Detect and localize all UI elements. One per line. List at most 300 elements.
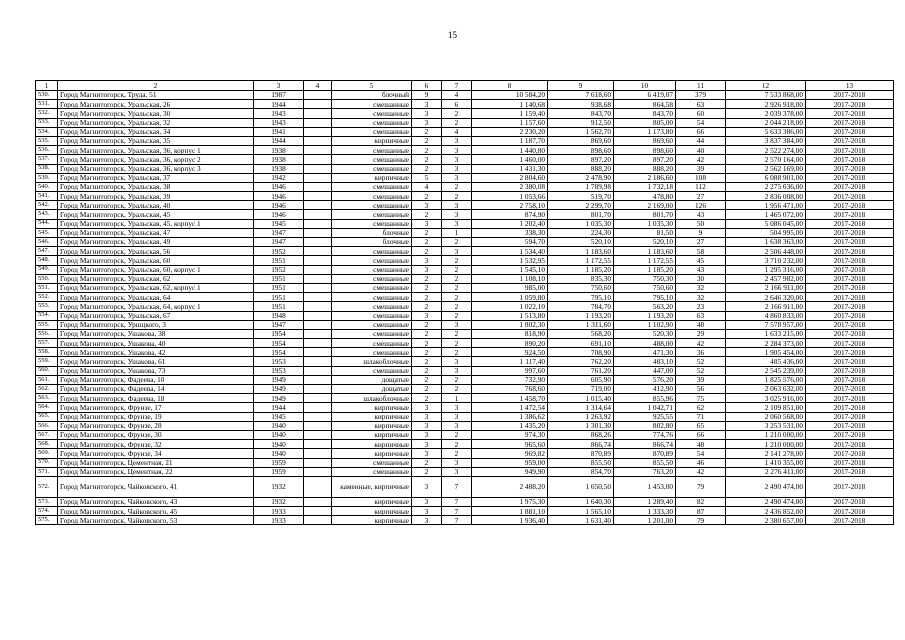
cell-year-commission	[304, 421, 332, 430]
cell-year-commission	[304, 238, 332, 247]
cell-year-built: 1944	[254, 403, 304, 412]
cell-year-built: 1951	[254, 283, 304, 292]
cell-row-number: 558.	[36, 348, 58, 357]
cell-premises-area: 1 311,60	[548, 320, 614, 329]
cell-year-built: 1940	[254, 440, 304, 449]
cell-wall-material: смешанные	[332, 146, 412, 155]
cell-year-built: 1954	[254, 348, 304, 357]
cell-year-commission	[304, 155, 332, 164]
cell-entrances: 3	[442, 357, 472, 366]
cell-residents: 82	[676, 497, 726, 506]
cell-address: Город Магнитогорск, Уральская, 34	[58, 127, 254, 136]
cell-residents: 56	[676, 385, 726, 394]
cell-repair-cost: 2 436 852,00	[726, 507, 806, 516]
cell-repair-cost: 4 860 833,00	[726, 311, 806, 320]
cell-residential-area: 843,70	[614, 109, 676, 118]
cell-premises-area: 835,30	[548, 274, 614, 283]
cell-row-number: 531.	[36, 100, 58, 109]
cell-residential-area: 864,58	[614, 100, 676, 109]
cell-repair-period: 2017-2018	[806, 412, 894, 421]
cell-year-built: 1948	[254, 311, 304, 320]
cell-repair-cost: 2 039 378,00	[726, 109, 806, 118]
table-row	[36, 507, 894, 516]
cell-year-commission	[304, 201, 332, 210]
table-row	[36, 366, 894, 375]
cell-address: Город Магнитогорск, Уральская, 56	[58, 247, 254, 256]
cell-year-built: 1945	[254, 219, 304, 228]
cell-wall-material: смешанные	[332, 100, 412, 109]
cell-year-commission	[304, 173, 332, 182]
cell-residents: 54	[676, 118, 726, 127]
cell-address: Город Магнитогорск, Уральская, 35	[58, 136, 254, 145]
table-row	[36, 476, 894, 497]
cell-residential-area: 925,55	[614, 412, 676, 421]
cell-year-commission	[304, 256, 332, 265]
cell-floors: 3	[412, 476, 442, 497]
cell-repair-period: 2017-2018	[806, 238, 894, 247]
cell-wall-material: блочный	[332, 91, 412, 100]
cell-floors: 2	[412, 329, 442, 338]
cell-residential-area: 898,60	[614, 146, 676, 155]
cell-floors: 2	[412, 155, 442, 164]
cell-entrances: 7	[442, 507, 472, 516]
cell-repair-cost: 2 490 474,00	[726, 476, 806, 497]
cell-total-area: 1 513,80	[472, 311, 548, 320]
cell-repair-period: 2017-2018	[806, 497, 894, 506]
cell-premises-area: 1 183,60	[548, 247, 614, 256]
table-row	[36, 348, 894, 357]
cell-total-area: 1 053,66	[472, 192, 548, 201]
cell-year-built: 1932	[254, 476, 304, 497]
cell-year-built: 1959	[254, 467, 304, 476]
cell-residential-area: 520,30	[614, 329, 676, 338]
cell-address: Город Магнитогорск, Уральская, 40	[58, 201, 254, 210]
cell-year-commission	[304, 516, 332, 525]
cell-floors: 2	[412, 348, 442, 357]
cell-total-area: 965,60	[472, 440, 548, 449]
cell-year-built: 1987	[254, 91, 304, 100]
cell-premises-area: 855,50	[548, 458, 614, 467]
cell-repair-cost: 2 545 239,00	[726, 366, 806, 375]
cell-total-area: 1 202,40	[472, 219, 548, 228]
cell-floors: 2	[412, 339, 442, 348]
cell-wall-material: каменные, кирпичные	[332, 476, 412, 497]
cell-row-number: 564.	[36, 403, 58, 412]
cell-repair-period: 2017-2018	[806, 293, 894, 302]
cell-wall-material: смешанные	[332, 366, 412, 375]
cell-year-commission	[304, 507, 332, 516]
cell-floors: 2	[412, 127, 442, 136]
cell-repair-period: 2017-2018	[806, 228, 894, 237]
cell-total-area: 338,30	[472, 228, 548, 237]
cell-entrances: 3	[442, 155, 472, 164]
cell-row-number: 538.	[36, 164, 58, 173]
cell-row-number: 575.	[36, 516, 58, 525]
cell-address: Город Магнитогорск, Цементная, 21	[58, 458, 254, 467]
cell-floors: 3	[412, 430, 442, 439]
cell-repair-period: 2017-2018	[806, 449, 894, 458]
cell-year-built: 1944	[254, 100, 304, 109]
table-row	[36, 516, 894, 525]
table-row	[36, 91, 894, 100]
cell-residential-area: 520,10	[614, 238, 676, 247]
cell-row-number: 573.	[36, 497, 58, 506]
cell-repair-period: 2017-2018	[806, 109, 894, 118]
cell-residents: 65	[676, 421, 726, 430]
cell-residential-area: 801,70	[614, 210, 676, 219]
cell-year-commission	[304, 394, 332, 403]
cell-year-built: 1946	[254, 192, 304, 201]
cell-residential-area: 471,30	[614, 348, 676, 357]
cell-residents: 44	[676, 136, 726, 145]
cell-repair-period: 2017-2018	[806, 283, 894, 292]
cell-year-built: 1932	[254, 497, 304, 506]
cell-year-built: 1945	[254, 412, 304, 421]
cell-residential-area: 855,96	[614, 394, 676, 403]
cell-premises-area: 1 172,55	[548, 256, 614, 265]
cell-address: Город Магнитогорск, Ушакова, 73	[58, 366, 254, 375]
cell-repair-period: 2017-2018	[806, 320, 894, 329]
cell-row-number: 565.	[36, 412, 58, 421]
table-row	[36, 146, 894, 155]
cell-year-commission	[304, 476, 332, 497]
cell-address: Город Магнитогорск, Уральская, 37	[58, 173, 254, 182]
cell-wall-material: смешанные	[332, 458, 412, 467]
cell-residential-area: 774,76	[614, 430, 676, 439]
cell-year-commission	[304, 127, 332, 136]
cell-total-area: 732,90	[472, 375, 548, 384]
cell-repair-cost: 3 837 384,00	[726, 136, 806, 145]
cell-residents: 50	[676, 219, 726, 228]
cell-total-area: 1 460,00	[472, 155, 548, 164]
cell-row-number: 539.	[36, 173, 58, 182]
cell-repair-period: 2017-2018	[806, 100, 894, 109]
cell-floors: 3	[412, 311, 442, 320]
cell-entrances: 3	[442, 164, 472, 173]
cell-entrances: 2	[442, 238, 472, 247]
cell-residential-area: 1 102,90	[614, 320, 676, 329]
cell-entrances: 3	[442, 247, 472, 256]
cell-residents: 43	[676, 265, 726, 274]
cell-year-built: 1938	[254, 146, 304, 155]
table-row	[36, 302, 894, 311]
cell-premises-area: 1 565,10	[548, 507, 614, 516]
header-cell-floors: 6	[412, 81, 442, 91]
cell-residents: 112	[676, 182, 726, 191]
cell-floors: 3	[412, 412, 442, 421]
cell-row-number: 536.	[36, 146, 58, 155]
cell-repair-cost: 1 295 316,00	[726, 265, 806, 274]
cell-floors: 3	[412, 265, 442, 274]
cell-residential-area: 1 732,18	[614, 182, 676, 191]
header-cell-repair-period: 13	[806, 81, 894, 91]
housing-register-table	[35, 80, 894, 525]
cell-repair-period: 2017-2018	[806, 118, 894, 127]
cell-year-commission	[304, 375, 332, 384]
cell-residential-area: 1 173,80	[614, 127, 676, 136]
header-cell-residential-area: 10	[614, 81, 676, 91]
cell-address: Город Магнитогорск, Уральская, 60	[58, 256, 254, 265]
cell-wall-material: блочные	[332, 238, 412, 247]
cell-wall-material: смешанные	[332, 311, 412, 320]
cell-residents: 27	[676, 192, 726, 201]
cell-floors: 2	[412, 136, 442, 145]
cell-total-area: 874,90	[472, 210, 548, 219]
cell-repair-cost: 7 578 957,00	[726, 320, 806, 329]
table-row	[36, 497, 894, 506]
cell-residential-area: 750,60	[614, 283, 676, 292]
cell-address: Город Магнитогорск, Уральская, 49	[58, 238, 254, 247]
cell-row-number: 544.	[36, 219, 58, 228]
cell-total-area: 1 472,54	[472, 403, 548, 412]
cell-premises-area: 2 299,70	[548, 201, 614, 210]
header-cell-wall-material: 5	[332, 81, 412, 91]
cell-address: Город Магнитогорск, Фрунзе, 34	[58, 449, 254, 458]
cell-row-number: 555.	[36, 320, 58, 329]
table-row	[36, 375, 894, 384]
cell-residential-area: 795,10	[614, 293, 676, 302]
cell-total-area: 594,70	[472, 238, 548, 247]
cell-year-commission	[304, 497, 332, 506]
cell-repair-cost: 485 436,00	[726, 357, 806, 366]
cell-residential-area: 1 453,00	[614, 476, 676, 497]
table-row	[36, 265, 894, 274]
cell-residential-area: 488,00	[614, 339, 676, 348]
cell-total-area: 959,00	[472, 458, 548, 467]
cell-premises-area: 1 640,30	[548, 497, 614, 506]
cell-year-commission	[304, 210, 332, 219]
cell-year-built: 1946	[254, 182, 304, 191]
table-row	[36, 421, 894, 430]
cell-repair-cost: 2 109 851,00	[726, 403, 806, 412]
cell-total-area: 1 534,40	[472, 247, 548, 256]
cell-residential-area: 805,00	[614, 118, 676, 127]
cell-premises-area: 784,70	[548, 302, 614, 311]
cell-wall-material: кирпичные	[332, 430, 412, 439]
cell-year-commission	[304, 329, 332, 338]
cell-row-number: 561.	[36, 375, 58, 384]
cell-repair-period: 2017-2018	[806, 339, 894, 348]
cell-entrances: 3	[442, 458, 472, 467]
header-row	[36, 81, 894, 91]
cell-repair-cost: 2 506 448,00	[726, 247, 806, 256]
cell-total-area: 1 022,10	[472, 302, 548, 311]
header-cell-year-built: 3	[254, 81, 304, 91]
cell-year-commission	[304, 136, 332, 145]
cell-year-commission	[304, 109, 332, 118]
cell-wall-material: смешанные	[332, 320, 412, 329]
cell-address: Город Магнитогорск, Уральская, 26	[58, 100, 254, 109]
cell-residential-area: 763,20	[614, 467, 676, 476]
cell-row-number: 554.	[36, 311, 58, 320]
cell-row-number: 534.	[36, 127, 58, 136]
table-row	[36, 201, 894, 210]
cell-entrances: 3	[442, 403, 472, 412]
cell-address: Город Магнитогорск, Уральская, 39	[58, 192, 254, 201]
cell-entrances: 7	[442, 516, 472, 525]
cell-repair-cost: 2 646 320,00	[726, 293, 806, 302]
table-row	[36, 329, 894, 338]
cell-total-area: 2 230,20	[472, 127, 548, 136]
cell-total-area: 1 435,20	[472, 421, 548, 430]
cell-year-commission	[304, 293, 332, 302]
cell-year-built: 1959	[254, 458, 304, 467]
cell-premises-area: 795,10	[548, 293, 614, 302]
cell-total-area: 974,30	[472, 430, 548, 439]
cell-residential-area: 2 169,00	[614, 201, 676, 210]
cell-entrances: 3	[442, 136, 472, 145]
cell-residents: 42	[676, 155, 726, 164]
header-cell-residents: 11	[676, 81, 726, 91]
cell-row-number: 566.	[36, 421, 58, 430]
cell-floors: 9	[412, 91, 442, 100]
cell-floors: 2	[412, 385, 442, 394]
cell-residential-area: 1 183,60	[614, 247, 676, 256]
cell-year-commission	[304, 320, 332, 329]
cell-wall-material: дощатые	[332, 385, 412, 394]
cell-year-built: 1947	[254, 238, 304, 247]
cell-entrances: 2	[442, 274, 472, 283]
cell-wall-material: смешанные	[332, 192, 412, 201]
cell-residents: 45	[676, 256, 726, 265]
table-row	[36, 210, 894, 219]
cell-repair-period: 2017-2018	[806, 173, 894, 182]
cell-residents: 54	[676, 449, 726, 458]
cell-premises-area: 866,74	[548, 440, 614, 449]
cell-row-number: 548.	[36, 256, 58, 265]
cell-floors: 2	[412, 210, 442, 219]
cell-residents: 126	[676, 201, 726, 210]
cell-residents: 32	[676, 283, 726, 292]
cell-wall-material: смешанные	[332, 467, 412, 476]
cell-premises-area: 868,26	[548, 430, 614, 439]
cell-repair-cost: 3 025 916,00	[726, 394, 806, 403]
cell-residential-area: 869,60	[614, 136, 676, 145]
cell-total-area: 1 881,10	[472, 507, 548, 516]
cell-year-built: 1946	[254, 210, 304, 219]
table-row	[36, 173, 894, 182]
cell-year-built: 1943	[254, 118, 304, 127]
cell-year-built: 1933	[254, 507, 304, 516]
cell-address: Город Магнитогорск, Фрунзе, 28	[58, 421, 254, 430]
cell-premises-area: 761,20	[548, 366, 614, 375]
cell-floors: 3	[412, 109, 442, 118]
cell-residents: 39	[676, 375, 726, 384]
cell-year-built: 1951	[254, 274, 304, 283]
cell-repair-cost: 2 522 274,00	[726, 146, 806, 155]
cell-floors: 2	[412, 320, 442, 329]
cell-residential-area: 888,20	[614, 164, 676, 173]
cell-entrances: 2	[442, 302, 472, 311]
cell-address: Город Магнитогорск, Ушакова, 42	[58, 348, 254, 357]
cell-repair-cost: 2 284 373,00	[726, 339, 806, 348]
cell-entrances: 3	[442, 412, 472, 421]
cell-year-commission	[304, 366, 332, 375]
cell-residents: 40	[676, 146, 726, 155]
cell-entrances: 2	[442, 256, 472, 265]
cell-total-area: 2 380,08	[472, 182, 548, 191]
cell-floors: 2	[412, 192, 442, 201]
cell-repair-period: 2017-2018	[806, 136, 894, 145]
table-row	[36, 293, 894, 302]
cell-entrances: 3	[442, 421, 472, 430]
cell-repair-cost: 2 166 911,00	[726, 283, 806, 292]
cell-premises-area: 1 193,20	[548, 311, 614, 320]
cell-wall-material: смешанные	[332, 127, 412, 136]
table-row	[36, 385, 894, 394]
cell-entrances: 2	[442, 385, 472, 394]
cell-repair-cost: 7 533 868,00	[726, 91, 806, 100]
cell-row-number: 553.	[36, 302, 58, 311]
cell-year-built: 1941	[254, 127, 304, 136]
cell-residential-area: 412,90	[614, 385, 676, 394]
cell-row-number: 559.	[36, 357, 58, 366]
cell-row-number: 541.	[36, 192, 58, 201]
cell-year-commission	[304, 430, 332, 439]
cell-wall-material: смешанные	[332, 329, 412, 338]
table-row	[36, 118, 894, 127]
cell-total-area: 949,90	[472, 467, 548, 476]
cell-year-built: 1940	[254, 421, 304, 430]
cell-floors: 2	[412, 164, 442, 173]
table-row	[36, 219, 894, 228]
cell-row-number: 567.	[36, 430, 58, 439]
cell-total-area: 1 159,40	[472, 109, 548, 118]
cell-wall-material: смешанные	[332, 219, 412, 228]
cell-residential-area: 483,10	[614, 357, 676, 366]
cell-residents: 32	[676, 293, 726, 302]
table-row	[36, 440, 894, 449]
cell-entrances: 3	[442, 210, 472, 219]
cell-address: Город Магнитогорск, Фрунзе, 19	[58, 412, 254, 421]
cell-floors: 2	[412, 375, 442, 384]
cell-wall-material: смешанные	[332, 256, 412, 265]
cell-repair-cost: 1 410 355,00	[726, 458, 806, 467]
cell-wall-material: смешанные	[332, 302, 412, 311]
cell-floors: 2	[412, 357, 442, 366]
cell-wall-material: кирпичные	[332, 516, 412, 525]
cell-entrances: 2	[442, 293, 472, 302]
cell-year-commission	[304, 302, 332, 311]
cell-residential-area: 866,74	[614, 440, 676, 449]
cell-year-built: 1951	[254, 302, 304, 311]
cell-row-number: 569.	[36, 449, 58, 458]
cell-repair-cost: 1 633 215,00	[726, 329, 806, 338]
cell-residents: 60	[676, 109, 726, 118]
cell-repair-cost: 2 490 474,00	[726, 497, 806, 506]
cell-entrances: 3	[442, 201, 472, 210]
table-row	[36, 192, 894, 201]
cell-entrances: 1	[442, 228, 472, 237]
cell-year-built: 1954	[254, 329, 304, 338]
cell-repair-period: 2017-2018	[806, 366, 894, 375]
cell-residents: 79	[676, 476, 726, 497]
cell-total-area: 1 187,70	[472, 136, 548, 145]
cell-entrances: 3	[442, 467, 472, 476]
cell-entrances: 2	[442, 329, 472, 338]
cell-repair-period: 2017-2018	[806, 467, 894, 476]
cell-residents: 63	[676, 311, 726, 320]
cell-year-commission	[304, 339, 332, 348]
cell-residents: 27	[676, 238, 726, 247]
cell-repair-period: 2017-2018	[806, 394, 894, 403]
cell-residents: 66	[676, 430, 726, 439]
cell-floors: 2	[412, 458, 442, 467]
cell-total-area: 1 802,30	[472, 320, 548, 329]
cell-residential-area: 750,30	[614, 274, 676, 283]
cell-residential-area: 447,00	[614, 366, 676, 375]
cell-year-commission	[304, 91, 332, 100]
